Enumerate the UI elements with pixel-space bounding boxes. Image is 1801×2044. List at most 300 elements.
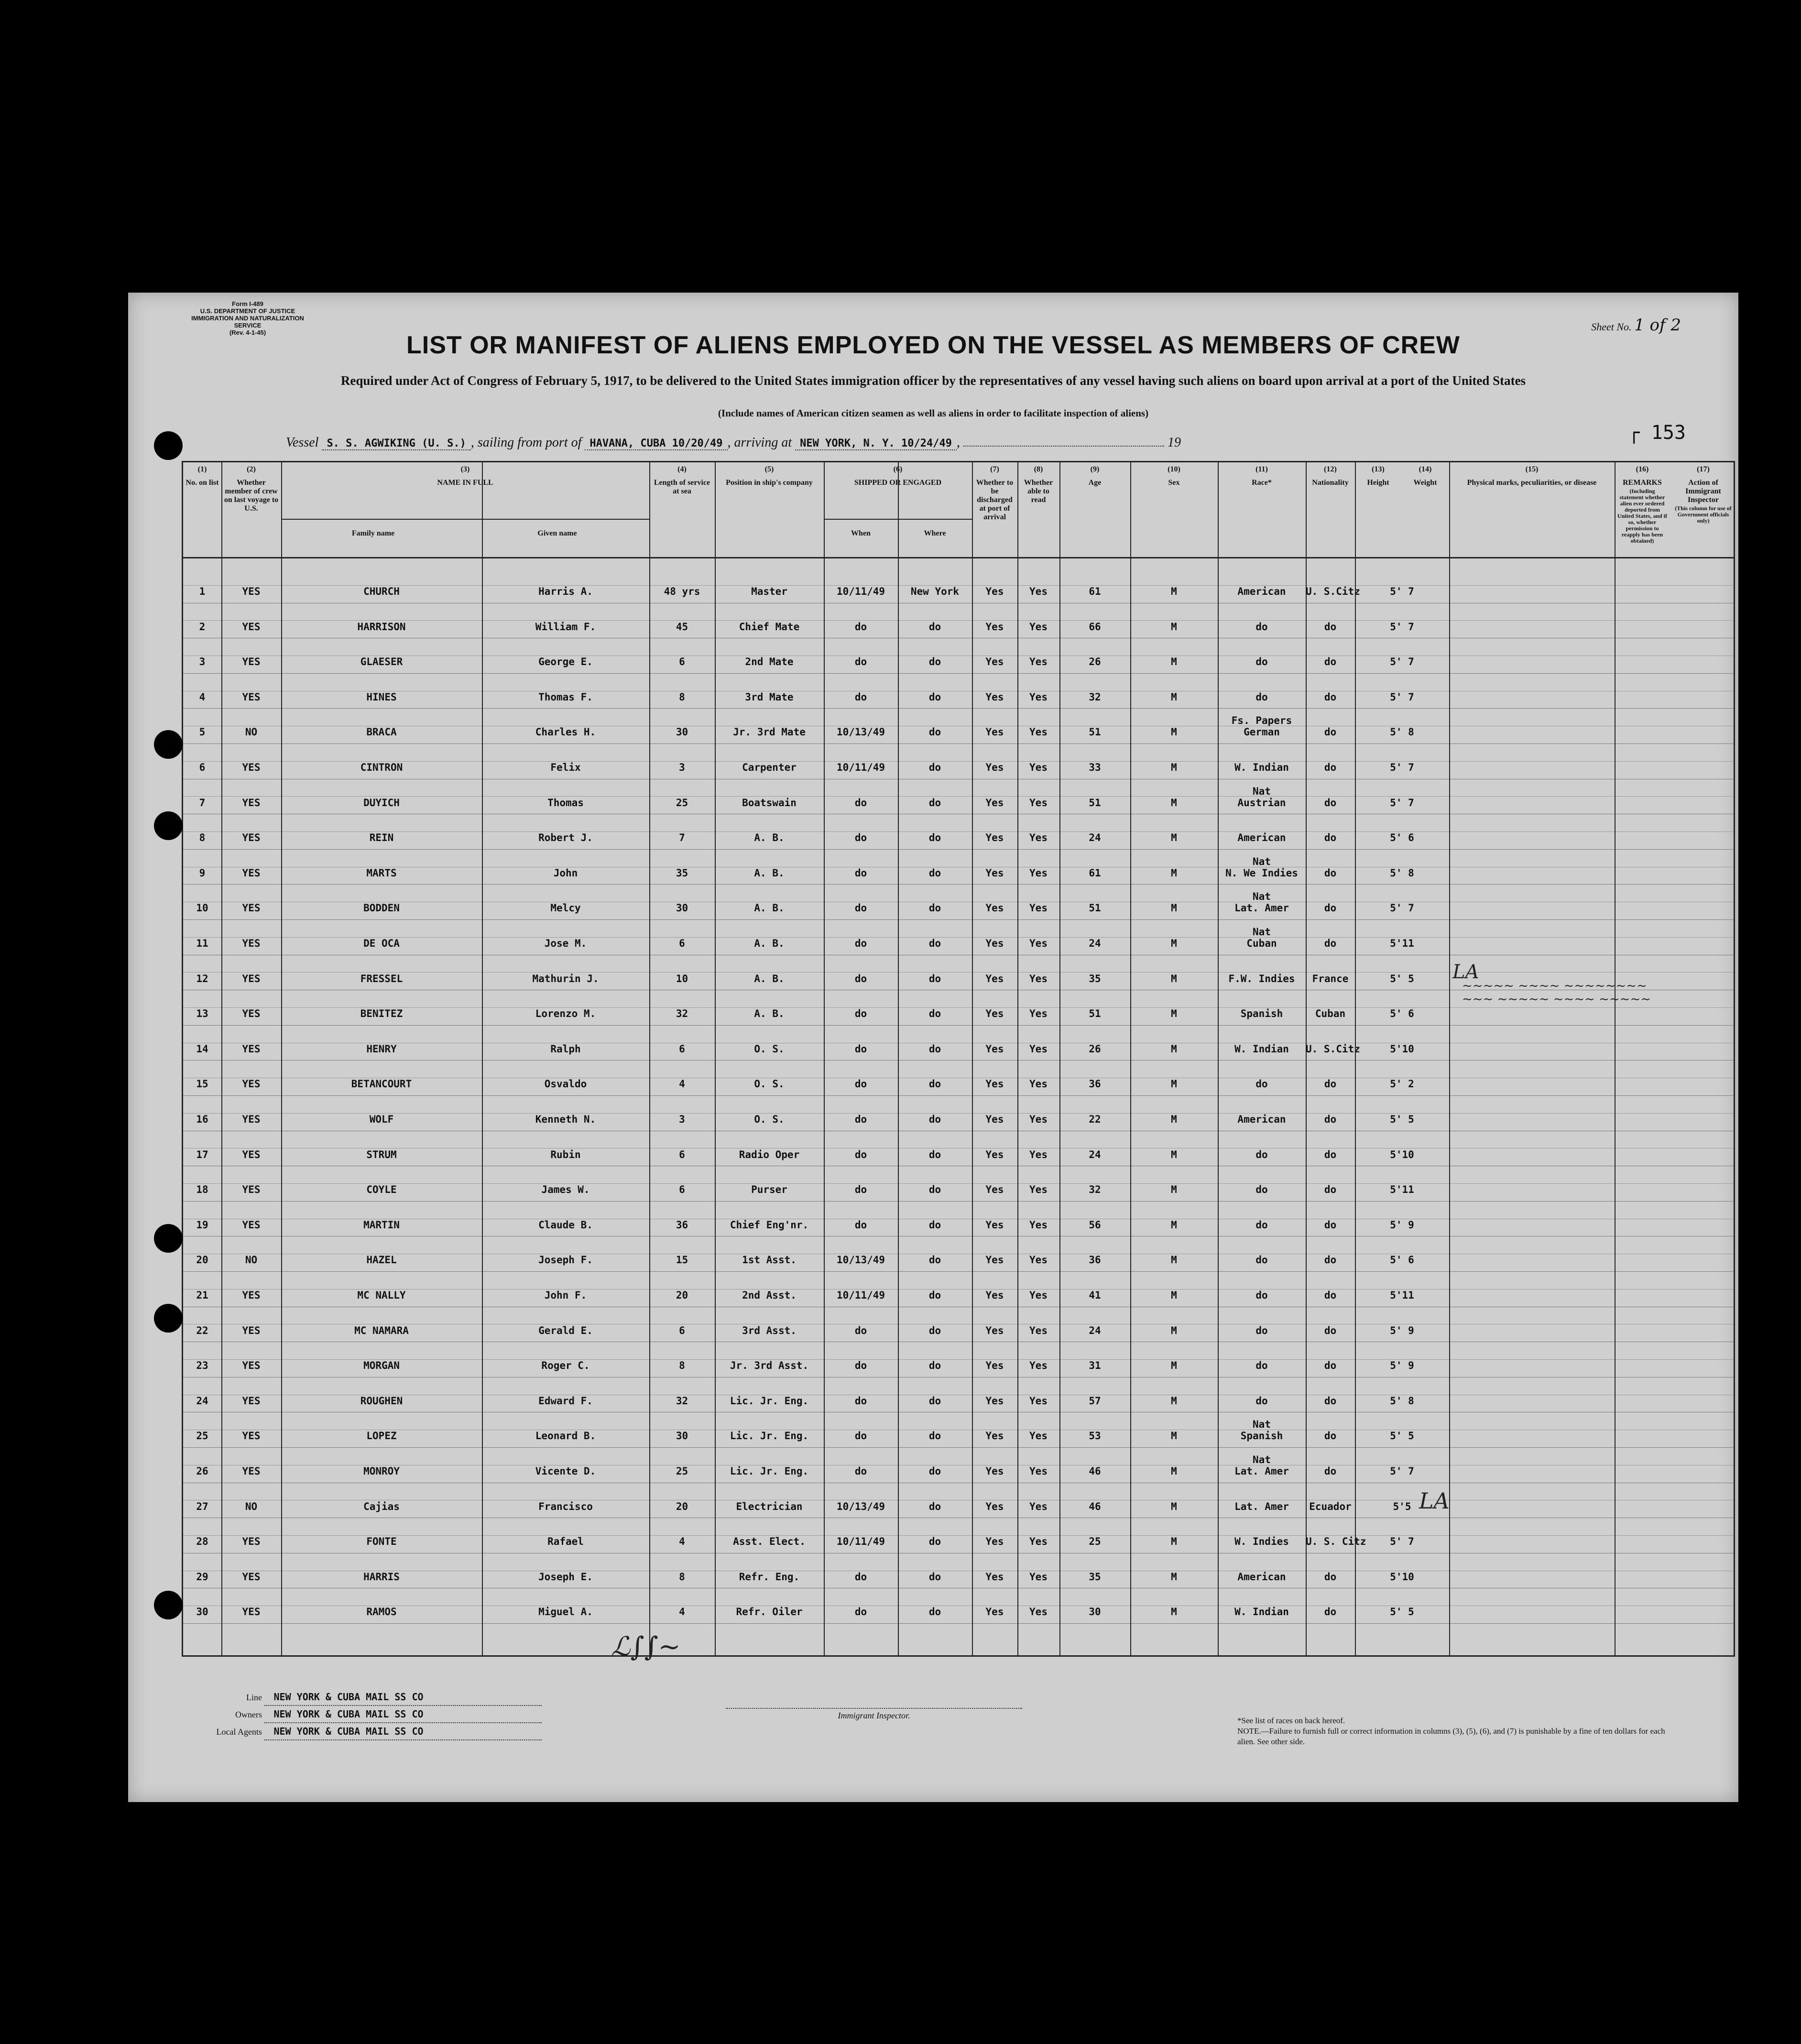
cell-svc: 8: [679, 1571, 685, 1583]
cell-race: Lat. Amer: [1234, 1465, 1289, 1477]
cell-dis: Yes: [985, 832, 1004, 844]
column-number: (17): [1697, 465, 1710, 473]
cell-dis: Yes: [985, 1536, 1004, 1548]
cell-sex: M: [1171, 797, 1177, 809]
cell-ht: 5' 7: [1390, 902, 1414, 914]
cell-family: WOLF: [369, 1114, 394, 1125]
cell-age: 35: [1089, 973, 1101, 984]
cell-given: Ralph: [550, 1043, 581, 1055]
cell-read: Yes: [1029, 656, 1048, 668]
cell-given: Claude B.: [538, 1219, 593, 1231]
cell-last: YES: [242, 1290, 261, 1301]
cell-svc: 4: [679, 1536, 685, 1548]
cell-svc: 7: [679, 832, 685, 844]
column-divider: [898, 462, 899, 1655]
cell-read: Yes: [1029, 1430, 1048, 1442]
cell-dis: Yes: [985, 1571, 1004, 1583]
cell-age: 25: [1089, 1536, 1101, 1548]
row-rule: [183, 1447, 1734, 1448]
cell-age: 57: [1089, 1395, 1101, 1407]
cell-read: Yes: [1029, 1290, 1048, 1301]
cell-race: F.W. Indies: [1228, 973, 1295, 984]
cell-no: 13: [196, 1008, 208, 1020]
column-number: (11): [1255, 465, 1268, 473]
cell-pos: Refr. Eng.: [739, 1571, 800, 1583]
cell-when: do: [854, 1114, 867, 1125]
cell-read: Yes: [1029, 1571, 1048, 1583]
cell-given: Roger C.: [541, 1360, 590, 1372]
cell-last: YES: [242, 1395, 261, 1407]
cell-nat: do: [1324, 656, 1337, 668]
cell-when: do: [854, 1324, 867, 1336]
cell-last: YES: [242, 1606, 261, 1618]
cell-sex: M: [1171, 1078, 1177, 1090]
cell-dis: Yes: [985, 1114, 1004, 1125]
cell-race-note: Nat: [1253, 891, 1271, 903]
cell-pos: Lic. Jr. Eng.: [730, 1395, 809, 1407]
cell-read: Yes: [1029, 902, 1048, 914]
cell-svc: 30: [676, 902, 688, 914]
cell-sex: M: [1171, 1430, 1177, 1442]
cell-pos: O. S.: [754, 1043, 785, 1055]
cell-ht: 5' 9: [1390, 1360, 1414, 1372]
cell-where: do: [928, 1324, 941, 1336]
cell-last: NO: [245, 726, 258, 738]
cell-family: HARRISON: [357, 621, 406, 633]
row-rule: [183, 743, 1734, 744]
binder-hole: [154, 1224, 183, 1253]
cell-given: Melcy: [550, 902, 581, 914]
column-divider: [824, 462, 825, 1655]
cell-pos: A. B.: [754, 1008, 785, 1020]
cell-ht: 5' 7: [1390, 797, 1414, 809]
cell-given: Edward F.: [538, 1395, 593, 1407]
cell-ht: 5' 7: [1390, 691, 1414, 703]
column-header-15: [1449, 462, 1615, 487]
cell-no: 20: [196, 1254, 208, 1266]
cell-nat: do: [1324, 1290, 1337, 1301]
cell-ht: 5' 7: [1390, 1536, 1414, 1548]
column-label: Race*: [1252, 479, 1272, 487]
column-label: Physical marks, peculiarities, or disease: [1467, 479, 1597, 487]
row-rule: [183, 1095, 1734, 1096]
cell-svc: 4: [679, 1606, 685, 1618]
column-header-2: [221, 462, 281, 513]
cell-given: Thomas: [547, 797, 584, 809]
cell-age: 24: [1089, 1324, 1101, 1336]
column-number: (9): [1090, 465, 1100, 473]
cell-nat: U. S.Citz: [1306, 1043, 1360, 1055]
binder-hole: [154, 1591, 183, 1619]
cell-pos: 2nd Asst.: [742, 1290, 797, 1301]
cell-ht: 5' 9: [1390, 1324, 1414, 1336]
cell-pos: 1st Asst.: [742, 1254, 797, 1266]
cell-last: YES: [242, 1148, 261, 1160]
cell-svc: 6: [679, 656, 685, 668]
cell-race: American: [1237, 586, 1286, 597]
binder-hole: [154, 1304, 183, 1333]
binder-hole: [154, 811, 183, 840]
cell-sex: M: [1171, 1008, 1177, 1020]
cell-read: Yes: [1029, 1148, 1048, 1160]
cell-svc: 32: [676, 1395, 688, 1407]
cell-when: 10/13/49: [836, 726, 885, 738]
line-label: Line: [246, 1693, 262, 1702]
cell-race: American: [1237, 832, 1286, 844]
cell-given: Miguel A.: [538, 1606, 593, 1618]
cell-nat: do: [1324, 797, 1337, 809]
owners-label: Owners: [235, 1710, 262, 1719]
cell-when: 10/11/49: [836, 762, 885, 773]
cell-ht: 5'10: [1390, 1148, 1414, 1160]
cell-pos: A. B.: [754, 867, 785, 879]
cell-nat: do: [1324, 867, 1337, 879]
cell-family: MARTIN: [363, 1219, 400, 1231]
row-rule: [183, 849, 1734, 850]
binder-hole: [154, 730, 183, 759]
cell-sex: M: [1171, 1465, 1177, 1477]
cell-no: 21: [196, 1290, 208, 1301]
cell-dis: Yes: [985, 1254, 1004, 1266]
cell-age: 26: [1089, 656, 1101, 668]
cell-when: do: [854, 1360, 867, 1372]
cell-race: do: [1255, 1395, 1268, 1407]
cell-sex: M: [1171, 938, 1177, 949]
cell-where: do: [928, 1606, 941, 1618]
cell-read: Yes: [1029, 762, 1048, 773]
cell-ht: 5' 7: [1390, 762, 1414, 773]
cell-sex: M: [1171, 832, 1177, 844]
cell-ht: 5' 7: [1390, 656, 1414, 668]
cell-nat: do: [1324, 1219, 1337, 1231]
column-label: Sex: [1168, 479, 1180, 487]
cell-last: YES: [242, 1114, 261, 1125]
cell-read: Yes: [1029, 973, 1048, 984]
cell-nat: do: [1324, 1254, 1337, 1266]
cell-when: do: [854, 1465, 867, 1477]
cell-svc: 6: [679, 1184, 685, 1196]
column-number: (3): [460, 465, 470, 473]
cell-nat: U. S. Citz: [1306, 1536, 1366, 1548]
cell-when: do: [854, 656, 867, 668]
cell-race-note: Nat: [1253, 785, 1271, 797]
cell-read: Yes: [1029, 797, 1048, 809]
cell-no: 23: [196, 1360, 208, 1372]
column-divider: [715, 462, 716, 1655]
cell-when: do: [854, 1148, 867, 1160]
cell-ht: 5' 8: [1390, 726, 1414, 738]
cell-no: 11: [196, 938, 208, 949]
revision: (Rev. 4-1-45): [229, 329, 266, 336]
cell-dis: Yes: [985, 938, 1004, 949]
cell-family: RAMOS: [366, 1606, 397, 1618]
cell-nat: do: [1324, 1606, 1337, 1618]
cell-when: do: [854, 867, 867, 879]
departure-port: HAVANA, CUBA 10/20/49: [585, 437, 727, 450]
cell-no: 27: [196, 1500, 208, 1512]
cell-when: do: [854, 691, 867, 703]
row-rule: [183, 1025, 1734, 1026]
cell-race: do: [1255, 621, 1268, 633]
cell-pos: 2nd Mate: [745, 656, 794, 668]
cell-read: Yes: [1029, 1078, 1048, 1090]
cell-nat: Cuban: [1315, 1008, 1346, 1020]
column-number: (1): [197, 465, 207, 473]
cell-race: do: [1255, 656, 1268, 668]
column-label: Whether able to read: [1024, 479, 1053, 504]
cell-pos: Lic. Jr. Eng.: [730, 1465, 809, 1477]
column-header-3: [281, 462, 649, 487]
cell-race: W. Indian: [1234, 1043, 1289, 1055]
column-number: (2): [247, 465, 256, 473]
cell-no: 2: [199, 621, 206, 633]
arriving-label: arriving at: [734, 435, 792, 450]
include-note: (Include names of American citizen seamen as well as aliens in order to facilitate inspection of aliens): [718, 407, 1149, 419]
cell-dis: Yes: [985, 973, 1004, 984]
column-subheader: Given name: [537, 529, 577, 537]
cell-age: 32: [1089, 1184, 1101, 1196]
column-divider: [1306, 462, 1307, 1655]
cell-svc: 45: [676, 621, 688, 633]
cell-when: do: [854, 621, 867, 633]
cell-when: do: [854, 832, 867, 844]
department: U.S. DEPARTMENT OF JUSTICE: [200, 307, 295, 315]
column-number: (13): [1372, 465, 1385, 473]
cell-dis: Yes: [985, 656, 1004, 668]
cell-svc: 32: [676, 1008, 688, 1020]
cell-read: Yes: [1029, 1606, 1048, 1618]
column-sub-note: (Including statement whether alien ever ordered deported from United States, and if so, whether permission to reapply has been obtained): [1617, 488, 1668, 544]
cell-given: Gerald E.: [538, 1324, 593, 1336]
cell-pos: Chief Eng'nr.: [730, 1219, 809, 1231]
cell-read: Yes: [1029, 1219, 1048, 1231]
row-rule: [183, 673, 1734, 674]
cell-read: Yes: [1029, 1360, 1048, 1372]
cell-family: BRACA: [366, 726, 397, 738]
column-header-7: [972, 462, 1017, 522]
cell-dis: Yes: [985, 1465, 1004, 1477]
cell-sex: M: [1171, 726, 1177, 738]
cell-svc: 6: [679, 938, 685, 949]
cell-age: 36: [1089, 1254, 1101, 1266]
subheader-divider: [281, 519, 649, 520]
column-divider: [1059, 462, 1060, 1655]
cell-race: Austrian: [1237, 797, 1286, 809]
cell-pos: Asst. Elect.: [733, 1536, 806, 1548]
cell-last: YES: [242, 1465, 261, 1477]
column-label: Length of service at sea: [654, 479, 710, 495]
cell-no: 28: [196, 1536, 208, 1548]
cell-dis: Yes: [985, 586, 1004, 597]
cell-where: do: [928, 902, 941, 914]
cell-ht: 5' 7: [1390, 1465, 1414, 1477]
cell-dis: Yes: [985, 1606, 1004, 1618]
cell-dis: Yes: [985, 1500, 1004, 1512]
row-rule: [183, 919, 1734, 920]
cell-family: Cajias: [363, 1500, 400, 1512]
cell-svc: 20: [676, 1290, 688, 1301]
cell-age: 24: [1089, 1148, 1101, 1160]
cell-when: do: [854, 973, 867, 984]
column-label: No. on list: [186, 479, 219, 487]
cell-pos: Purser: [751, 1184, 787, 1196]
cell-age: 41: [1089, 1290, 1101, 1301]
inspector-line: Immigrant Inspector.: [726, 1708, 1022, 1721]
cell-race: do: [1255, 1290, 1268, 1301]
cell-no: 1: [199, 586, 206, 597]
cell-pos: Chief Mate: [739, 621, 800, 633]
cell-when: do: [854, 1008, 867, 1020]
cell-nat: do: [1324, 1360, 1337, 1372]
cell-dis: Yes: [985, 1430, 1004, 1442]
cell-read: Yes: [1029, 1008, 1048, 1020]
cell-when: do: [854, 938, 867, 949]
cell-dis: Yes: [985, 726, 1004, 738]
cell-pos: Lic. Jr. Eng.: [730, 1430, 809, 1442]
cell-svc: 6: [679, 1148, 685, 1160]
cell-given: Kenneth N.: [535, 1114, 596, 1125]
cell-when: do: [854, 1395, 867, 1407]
agents-value: NEW YORK & CUBA MAIL SS CO: [264, 1723, 542, 1740]
voyage-line: Vessel S. S. AGWIKING (U. S.) , sailing from port of HAVANA, CUBA 10/20/49 , arriving at NEW YORK, N. Y. 10/24/49 , 19: [286, 435, 1181, 450]
cell-where: do: [928, 621, 941, 633]
cell-read: Yes: [1029, 621, 1048, 633]
cell-race: do: [1255, 691, 1268, 703]
cell-given: Osvaldo: [544, 1078, 587, 1090]
column-divider: [281, 462, 282, 1655]
cell-age: 51: [1089, 902, 1101, 914]
cell-family: BETANCOURT: [351, 1078, 412, 1090]
cell-when: 10/11/49: [836, 1290, 885, 1301]
line-value: NEW YORK & CUBA MAIL SS CO: [264, 1689, 542, 1706]
cell-no: 22: [196, 1324, 208, 1336]
cell-family: CINTRON: [360, 762, 403, 773]
cell-last: YES: [242, 1430, 261, 1442]
cell-ht: 5'11: [1390, 938, 1414, 949]
column-number: (10): [1168, 465, 1180, 473]
cell-when: do: [854, 1219, 867, 1231]
cell-ht: 5' 5: [1390, 1114, 1414, 1125]
cell-age: 32: [1089, 691, 1101, 703]
column-sub-note: (This column for use of Government officials only): [1675, 505, 1732, 524]
cell-where: do: [928, 691, 941, 703]
column-header-13: [1355, 462, 1401, 487]
cell-when: do: [854, 1571, 867, 1583]
column-divider: [972, 462, 973, 1655]
cell-pos: Radio Oper: [739, 1148, 800, 1160]
cell-age: 61: [1089, 586, 1101, 597]
row-rule: [183, 1623, 1734, 1624]
cell-no: 19: [196, 1219, 208, 1231]
cell-race: Spanish: [1240, 1430, 1283, 1442]
footer-notes: [1237, 1716, 1668, 1747]
cell-pos: O. S.: [754, 1114, 785, 1125]
cell-age: 36: [1089, 1078, 1101, 1090]
cell-nat: do: [1324, 832, 1337, 844]
cell-sex: M: [1171, 902, 1177, 914]
cell-nat: do: [1324, 621, 1337, 633]
cell-family: HINES: [366, 691, 397, 703]
cell-family: COYLE: [366, 1184, 397, 1196]
cell-race: do: [1255, 1184, 1268, 1196]
vessel-name: S. S. AGWIKING (U. S.): [322, 437, 470, 450]
cell-family: GLAESER: [360, 656, 403, 668]
row-rule: [183, 884, 1734, 885]
cell-age: 66: [1089, 621, 1101, 633]
column-divider: [1355, 462, 1356, 1655]
column-divider: [482, 462, 483, 1655]
cell-sex: M: [1171, 1395, 1177, 1407]
cell-nat: do: [1324, 1184, 1337, 1196]
cell-dis: Yes: [985, 1395, 1004, 1407]
agents-label: Local Agents: [216, 1727, 262, 1737]
cell-where: do: [928, 1114, 941, 1125]
cell-read: Yes: [1029, 1395, 1048, 1407]
column-header-5: [715, 462, 824, 487]
cell-dis: Yes: [985, 867, 1004, 879]
cell-family: BENITEZ: [360, 1008, 403, 1020]
column-number: (7): [990, 465, 999, 473]
stamp-number: ┌ 153: [1628, 422, 1686, 444]
column-header-14: [1401, 462, 1449, 487]
cell-race: do: [1255, 1324, 1268, 1336]
cell-no: 9: [199, 867, 206, 879]
row-rule: [183, 1201, 1734, 1202]
cell-race: do: [1255, 1219, 1268, 1231]
crew-table: [182, 461, 1735, 1657]
cell-dis: Yes: [985, 902, 1004, 914]
cell-where: do: [928, 762, 941, 773]
cell-family: ROUGHEN: [360, 1395, 403, 1407]
column-label: Height: [1367, 479, 1389, 487]
cell-given: Jose M.: [544, 938, 587, 949]
cell-sex: M: [1171, 1254, 1177, 1266]
column-label: Weight: [1413, 479, 1437, 487]
remark-handwritten-1: LA: [1452, 961, 1479, 983]
column-divider: [1017, 462, 1018, 1655]
column-header-17: [1670, 462, 1736, 525]
cell-ht: 5' 5: [1390, 1606, 1414, 1618]
cell-dis: Yes: [985, 1360, 1004, 1372]
cell-where: do: [928, 1395, 941, 1407]
column-subheader: Where: [924, 529, 946, 537]
cell-ht: 5'11: [1390, 1290, 1414, 1301]
cell-where: do: [928, 1360, 941, 1372]
column-header-4: [649, 462, 715, 496]
cell-sex: M: [1171, 691, 1177, 703]
cell-race: N. We Indies: [1225, 867, 1298, 879]
cell-ht: 5' 6: [1390, 1254, 1414, 1266]
cell-read: Yes: [1029, 938, 1048, 949]
cell-dis: Yes: [985, 1290, 1004, 1301]
owners-value: NEW YORK & CUBA MAIL SS CO: [264, 1706, 542, 1723]
column-header-1: [183, 462, 221, 487]
inspector-signature: ℒ∫∫~: [611, 1631, 681, 1662]
cell-read: Yes: [1029, 1536, 1048, 1548]
cell-svc: 36: [676, 1219, 688, 1231]
column-label: Whether to be discharged at port of arrival: [976, 479, 1014, 521]
cell-where: do: [928, 1500, 941, 1512]
cell-sex: M: [1171, 586, 1177, 597]
cell-nat: Ecuador: [1309, 1500, 1352, 1512]
cell-pos: A. B.: [754, 902, 785, 914]
cell-sex: M: [1171, 867, 1177, 879]
form-number: Form I-489: [232, 300, 263, 307]
cell-where: do: [928, 1043, 941, 1055]
column-divider: [1218, 462, 1219, 1655]
cell-sex: M: [1171, 621, 1177, 633]
cell-family: MC NALLY: [357, 1290, 406, 1301]
